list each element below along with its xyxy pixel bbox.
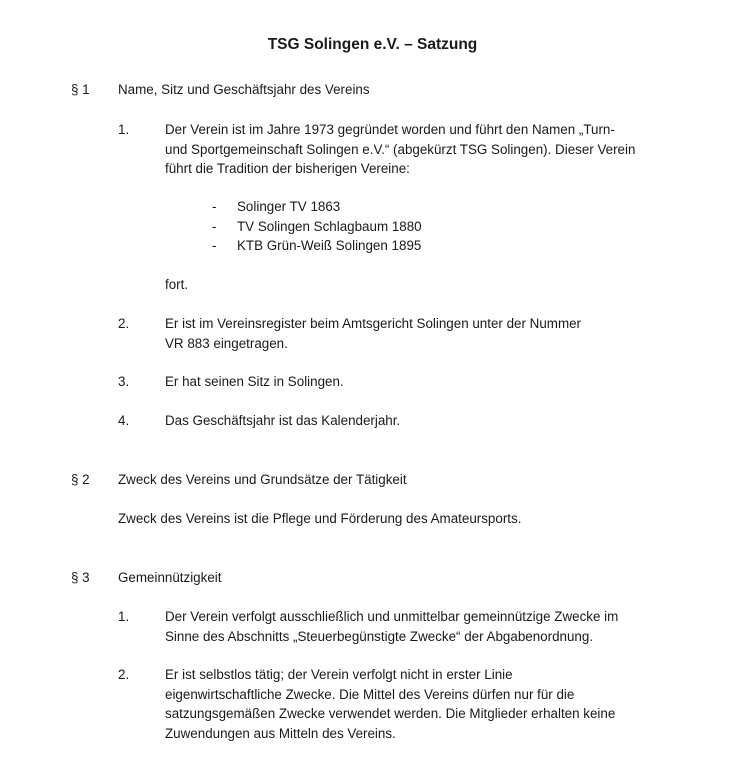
- text-line: satzungsgemäßen Zwecke verwendet werden. Die Mitglieder erhalten keine: [165, 706, 616, 721]
- document-title: TSG Solingen e.V. – Satzung: [267, 36, 478, 53]
- club-list-item: Solinger TV 1863: [237, 199, 341, 214]
- section-3-item-1-number: 1.: [118, 609, 130, 624]
- section-2-title: Zweck des Vereins und Grundsätze der Tätigkeit: [118, 472, 407, 487]
- text-line: VR 883 eingetragen.: [165, 335, 288, 351]
- section-2-number: § 2: [71, 472, 90, 487]
- text-line: Sinne des Abschnitts „Steuerbegünstigte Zwecke“ der Abgabenordnung.: [165, 628, 594, 644]
- text-line: eigenwirtschaftliche Zwecke. Die Mittel des Vereins dürfen nur für die: [165, 686, 575, 702]
- section-3-item-2-text: [165, 665, 615, 743]
- section-1-item-1-after: fort.: [165, 277, 189, 292]
- section-1-number: § 1: [71, 82, 90, 97]
- bullet-marker: -: [212, 238, 217, 253]
- section-1-item-2-number: 2.: [118, 316, 130, 331]
- text-line: Er ist selbstlos tätig; der Verein verfolgt nicht in erster Linie: [165, 667, 513, 682]
- section-3-title: Gemeinnützigkeit: [118, 570, 222, 585]
- club-list-item: KTB Grün-Weiß Solingen 1895: [237, 238, 422, 253]
- section-2-paragraph: Zweck des Vereins ist die Pflege und Förderung des Amateursports.: [118, 511, 522, 526]
- club-list-item: TV Solingen Schlagbaum 1880: [237, 219, 422, 234]
- bullet-marker: -: [212, 199, 217, 214]
- section-1-title: Name, Sitz und Geschäftsjahr des Vereins: [118, 82, 370, 97]
- section-1-item-3-number: 3.: [118, 374, 130, 389]
- text-line: Der Verein ist im Jahre 1973 gegründet worden und führt den Namen „Turn-: [165, 122, 615, 137]
- bullet-marker: -: [212, 219, 217, 234]
- section-1-item-1-text: [165, 120, 635, 179]
- section-1-item-3-text: Er hat seinen Sitz in Solingen.: [165, 374, 344, 389]
- section-3-item-1-text: [165, 607, 618, 646]
- text-line: Er ist im Vereinsregister beim Amtsgericht Solingen unter der Nummer: [165, 316, 582, 331]
- text-line: Der Verein verfolgt ausschließlich und unmittelbar gemeinnützige Zwecke im: [165, 609, 619, 624]
- section-3-item-2-number: 2.: [118, 667, 130, 682]
- section-1-item-2-text: [165, 314, 581, 353]
- text-line: führt die Tradition der bisherigen Vereine:: [165, 161, 410, 176]
- text-line: und Sportgemeinschaft Solingen e.V.“ (abgekürzt TSG Solingen). Dieser Verein: [165, 141, 636, 157]
- section-1-item-4-number: 4.: [118, 413, 130, 428]
- section-1-item-4-text: Das Geschäftsjahr ist das Kalenderjahr.: [165, 413, 401, 428]
- section-1-item-1-number: 1.: [118, 122, 130, 137]
- text-line: Zuwendungen aus Mitteln des Vereins.: [165, 725, 396, 741]
- section-3-number: § 3: [71, 570, 90, 585]
